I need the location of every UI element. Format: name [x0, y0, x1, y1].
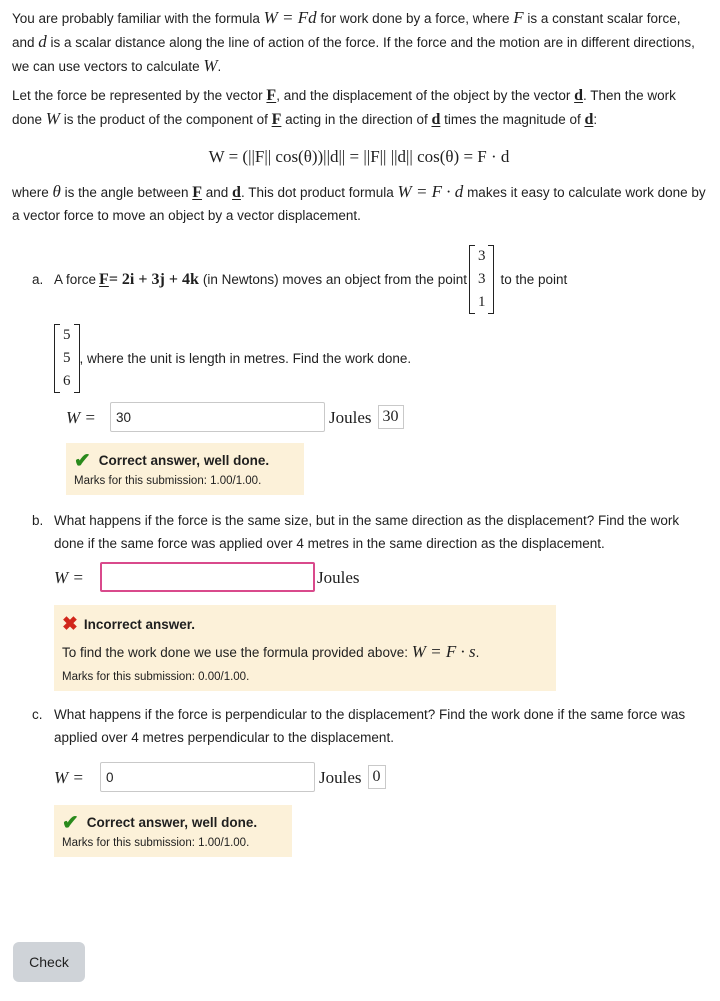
part-b-question: [32, 509, 706, 555]
symbol-d: d: [38, 32, 47, 51]
intro-text: . Then the work done: [12, 88, 676, 127]
question-text: What happens if the force is perpendicular to the displacement? Find the work done if the same force was applied over 4 metres perpendicular to the displacement.: [54, 707, 686, 745]
intro-text: is the product of the component of: [59, 112, 272, 127]
marks-text: Marks for this submission: 1.00/1.00.: [62, 837, 250, 849]
intro-paragraph-3: [12, 180, 706, 227]
question-text: to the point: [500, 272, 568, 287]
intro-text: . This dot product formula: [240, 185, 398, 200]
point-from-matrix: [469, 245, 495, 314]
formula-inline: W = F · s: [411, 642, 476, 661]
answer-preview: 30: [378, 405, 404, 429]
part-c-question: [32, 703, 706, 749]
question-text: , where the unit is length in metres. Find the work done.: [79, 351, 412, 366]
units-label: Joules: [317, 567, 360, 587]
feedback-a: [66, 443, 304, 495]
matrix-entry: 3: [477, 248, 486, 264]
hint-text: To find the work done we use the formula provided above:: [62, 645, 412, 660]
intro-text: , and the displacement of the object by the vector: [276, 88, 575, 103]
feedback-c: [54, 805, 292, 857]
matrix-entry: 3: [477, 271, 486, 287]
intro-text: times the magnitude of: [440, 112, 585, 127]
intro-paragraph-1: [12, 6, 706, 78]
check-icon: ✔: [62, 811, 79, 834]
formula-inline: W = Fd: [263, 8, 317, 27]
formula-inline: W = F · d: [397, 182, 464, 201]
question-text: (in Newtons) moves an object from the point: [202, 272, 467, 287]
intro-text: for work done by a force, where: [316, 11, 514, 26]
intro-text: is a scalar distance along the line of action of the force. If the force and the motion are in different directions, we can use vectors to calculate: [12, 35, 695, 74]
vector-d: d: [431, 111, 441, 128]
feedback-title: [62, 613, 546, 636]
units-label: Joules: [319, 767, 362, 787]
intro-text: is the angle between: [60, 185, 193, 200]
intro-text: :: [593, 112, 598, 127]
question-text: A force: [54, 272, 97, 287]
intro-text: Let the force be represented by the vector: [12, 88, 267, 103]
symbol-f: F: [513, 8, 524, 27]
symbol-w: W: [203, 56, 218, 75]
intro-paragraph-2: [12, 84, 706, 131]
answer-lhs: W =: [54, 567, 84, 587]
work-answer-input-c[interactable]: [100, 762, 315, 792]
feedback-title: [62, 811, 282, 834]
cross-icon: ✖: [62, 613, 78, 635]
answer-lhs: W =: [54, 767, 84, 787]
work-answer-input-a[interactable]: [110, 402, 325, 432]
intro-text: is a constant scalar force, and: [12, 11, 681, 50]
hint-text: .: [475, 645, 480, 660]
part-label: c.: [32, 707, 43, 722]
check-button[interactable]: Check: [13, 942, 85, 982]
marks-text: Marks for this submission: 0.00/1.00.: [62, 671, 250, 683]
vector-f: F: [192, 184, 203, 201]
part-b-answer-row: [54, 561, 706, 593]
feedback-b: [54, 605, 556, 691]
intro-text: makes it easy to calculate work done by a vector force to move an object by a vector displacement.: [12, 185, 706, 223]
intro-text: You are probably familiar with the formula: [12, 11, 264, 26]
intro-text: .: [217, 59, 222, 74]
feedback-title-text: Correct answer, well done.: [86, 815, 258, 830]
vector-d: d: [574, 87, 584, 104]
matrix-entry: 6: [63, 373, 71, 389]
part-a: [12, 245, 706, 495]
part-c-answer-row: [54, 761, 706, 793]
part-c: [12, 703, 706, 857]
intro-text: where: [12, 185, 53, 200]
feedback-title: [74, 449, 294, 472]
vector-f: F: [99, 271, 109, 288]
matrix-entry: 1: [477, 294, 486, 310]
feedback-title-text: Incorrect answer.: [83, 617, 195, 632]
matrix-entry: 5: [63, 350, 71, 366]
vector-d: d: [232, 184, 241, 201]
part-b: [12, 509, 706, 691]
part-label: b.: [32, 513, 44, 528]
units-label: Joules: [329, 407, 372, 427]
point-to-matrix: [54, 324, 80, 393]
answer-preview: 0: [368, 765, 386, 789]
matrix-entry: 5: [63, 327, 71, 343]
work-formula: W = (||F|| cos(θ))||d|| = ||F|| ||d|| cos(θ) = F · d: [208, 147, 510, 166]
work-answer-input-b[interactable]: [100, 562, 315, 592]
vector-f: F: [271, 111, 282, 128]
part-a-answer-row: [66, 401, 706, 433]
feedback-title-text: Correct answer, well done.: [98, 453, 270, 468]
force-expression: = 2i + 3j + 4k: [108, 271, 199, 288]
answer-lhs: W =: [66, 407, 96, 427]
intro-text: and: [202, 185, 233, 200]
intro-text: acting in the direction of: [281, 112, 432, 127]
check-icon: ✔: [74, 449, 91, 472]
symbol-w: W: [45, 109, 60, 128]
part-a-question-line-1: [32, 245, 706, 314]
part-label: a.: [32, 272, 44, 287]
part-a-question-line-2: [54, 324, 706, 393]
symbol-theta: θ: [52, 182, 61, 201]
marks-text: Marks for this submission: 1.00/1.00.: [74, 475, 262, 487]
vector-d: d: [584, 111, 594, 128]
vector-f: F: [266, 87, 277, 104]
question-text: What happens if the force is the same size, but in the same direction as the displacement? Find the work done if the same force was applied over 4 metres in the same direction as the displacement.: [54, 513, 680, 551]
feedback-hint: [62, 640, 546, 664]
